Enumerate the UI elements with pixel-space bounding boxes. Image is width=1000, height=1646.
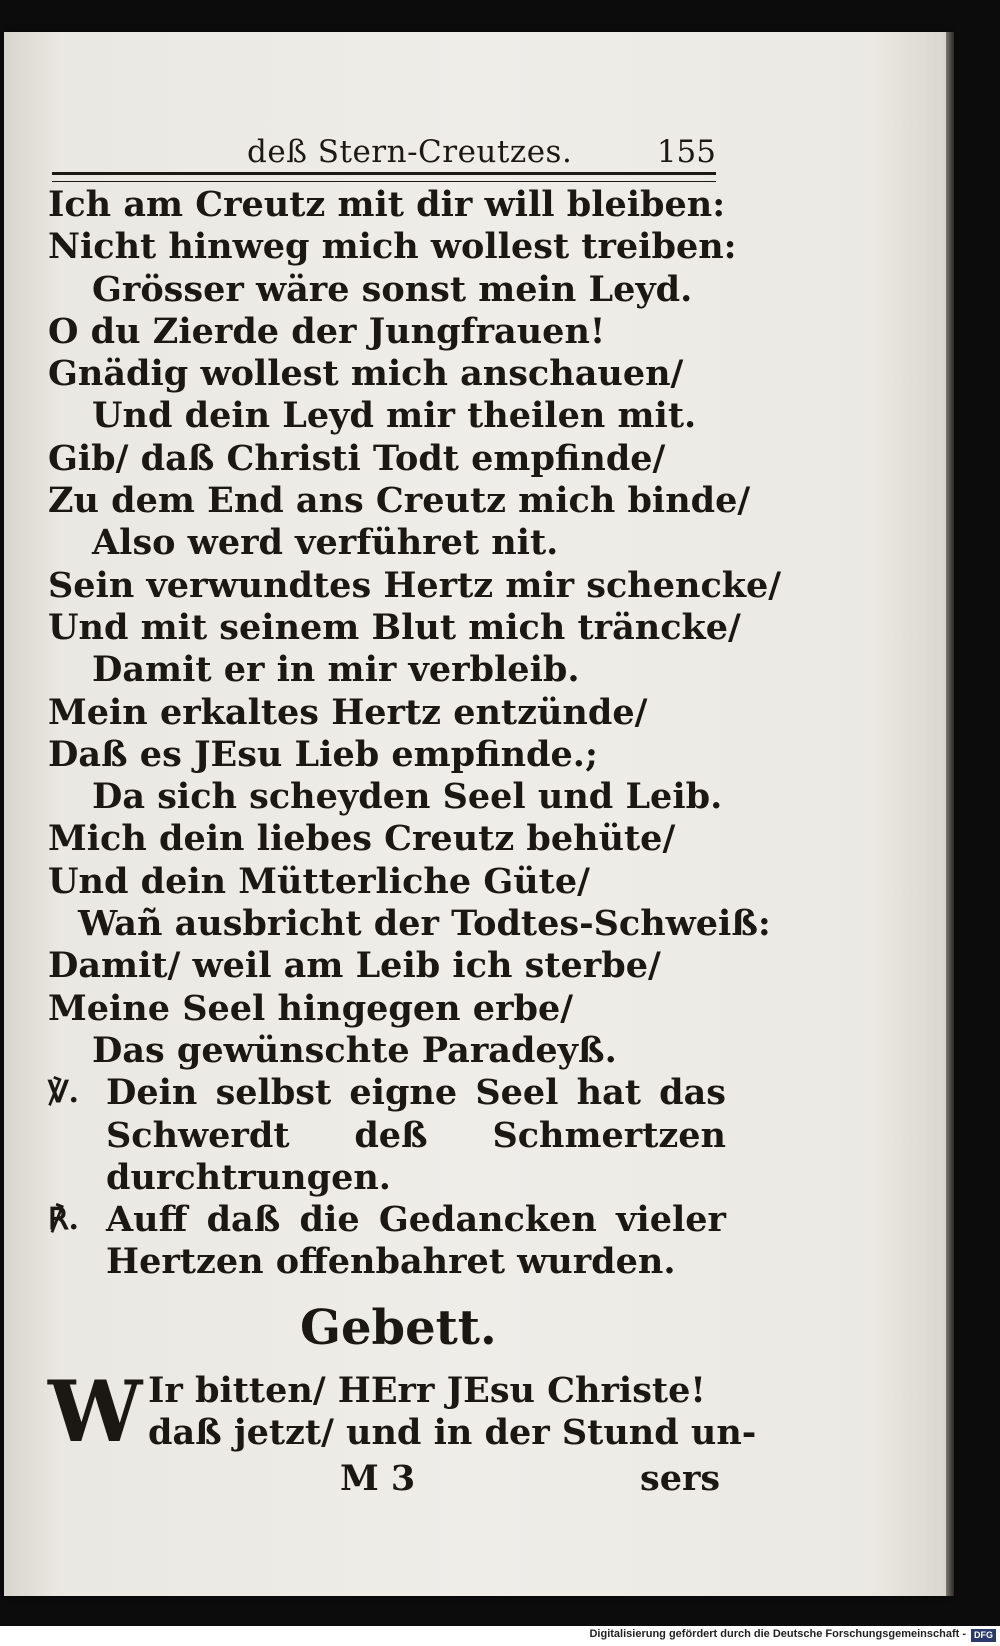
- verse-line: Wañ ausbricht der Todtes-Schweiß:: [78, 903, 771, 945]
- prayer-line: daß jetzt/ und in der Stund un-: [148, 1412, 757, 1453]
- drop-cap-initial: W: [48, 1362, 143, 1461]
- verse-line: Meine Seel hingegen erbe/: [48, 987, 574, 1029]
- running-title: deß Stern-Creutzes.: [247, 134, 573, 170]
- verse-line: Und dein Mütterliche Güte/: [48, 860, 590, 902]
- funding-credit: Digitalisierung gefördert durch die Deutsche Forschungsgemeinschaft -: [589, 1628, 966, 1640]
- page-edge: [946, 32, 954, 1596]
- verse-line: Und dein Leyd mir theilen mit.: [92, 395, 697, 437]
- verse-line: Gib/ daß Christi Todt empfinde/: [48, 437, 666, 479]
- verse-line: Mein erkaltes Hertz entzünde/: [48, 691, 648, 733]
- verse-line: Daß es JEsu Lieb empfinde.;: [48, 733, 598, 775]
- prayer-heading: Gebett.: [300, 1300, 497, 1356]
- hymn-text: [48, 184, 782, 1284]
- response-mark: ℟.: [48, 1202, 79, 1238]
- verse-line: Damit er in mir verbleib.: [92, 649, 580, 691]
- verse-line: Mich dein liebes Creutz behüte/: [48, 818, 676, 860]
- response: [48, 1199, 726, 1284]
- page-header: [52, 130, 716, 176]
- footer-bar: [0, 1626, 1000, 1646]
- verse-line: Das gewünschte Paradeyß.: [92, 1029, 617, 1071]
- versicle-mark: ℣.: [48, 1075, 79, 1111]
- verse-line: O du Zierde der Jungfrauen!: [48, 310, 606, 352]
- signature-mark: M 3: [340, 1458, 416, 1499]
- verse-line: Da sich scheyden Seel und Leib.: [92, 776, 723, 818]
- verse-line: Und mit seinem Blut mich träncke/: [48, 606, 741, 648]
- prayer: [48, 1362, 757, 1461]
- verse-line: Also werd verführet nit.: [92, 522, 559, 564]
- page-number: 155: [656, 134, 716, 170]
- header-rule: [52, 172, 716, 182]
- verse-line: Sein verwundtes Hertz mir schencke/: [48, 564, 782, 606]
- verse-line: Grösser wäre sonst mein Leyd.: [92, 268, 693, 310]
- verse-line: Nicht hinweg mich wollest treiben:: [48, 226, 737, 268]
- versicle: [48, 1072, 726, 1199]
- verse-line: Damit/ weil am Leib ich sterbe/: [48, 945, 661, 987]
- catchword: sers: [640, 1458, 721, 1499]
- prayer-line: Ir bitten/ HErr JEsu Christe!: [148, 1370, 706, 1411]
- response-text: Auff daß die Gedancken vieler Hertzen offenbahret wurden.: [106, 1199, 726, 1283]
- verse-line: Gnädig wollest mich anschauen/: [48, 353, 684, 395]
- dfg-logo: DFG: [971, 1629, 996, 1642]
- verse-line: Ich am Creutz mit dir will bleiben:: [48, 184, 726, 225]
- versicle-text: Dein selbst eigne Seel hat das Schwerdt deß Schmertzen durchtrungen.: [106, 1072, 726, 1198]
- verse-line: Zu dem End ans Creutz mich binde/: [48, 480, 751, 522]
